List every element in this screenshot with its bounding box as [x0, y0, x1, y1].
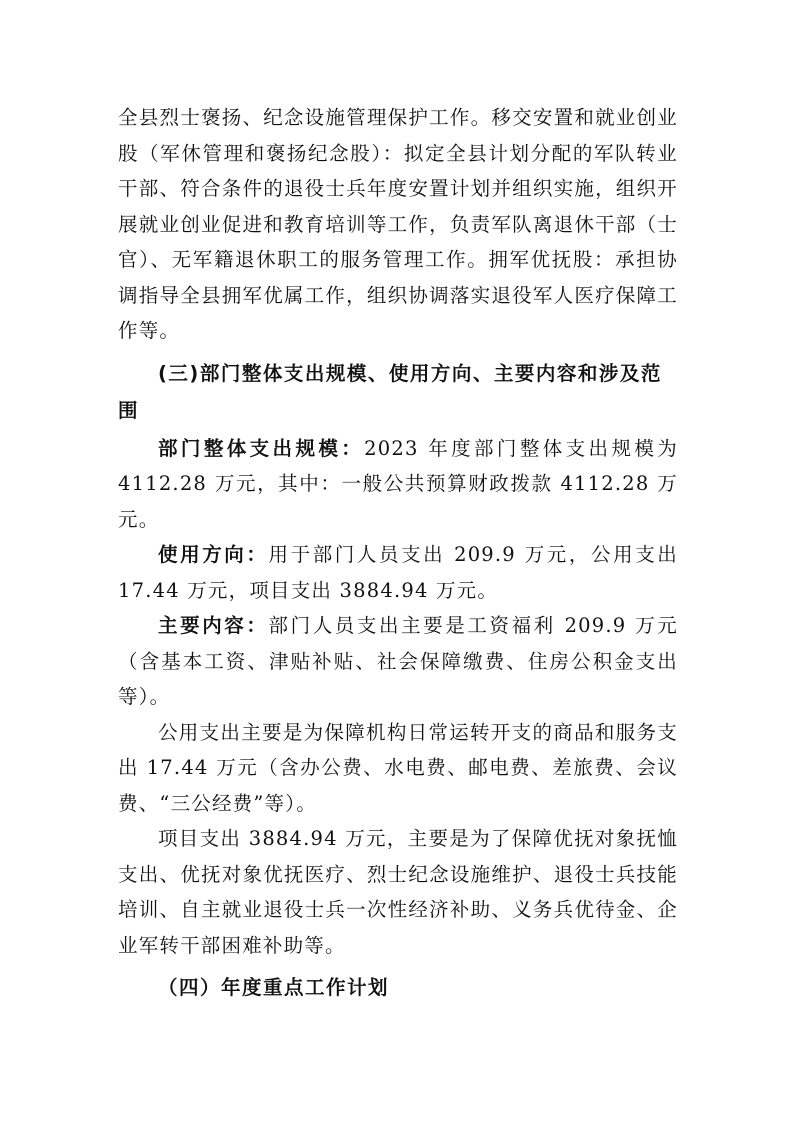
paragraph-duties: 全县烈士褒扬、纪念设施管理保护工作。移交安置和就业创业股（军休管理和褒扬纪念股）：拟定全县计划分配的军队转业干部、符合条件的退役士兵年度安置计划并组织实施，组织开展就业创业促进和教育培训等工作，负责军队离退休干部（士官）、无军籍退休职工的服务管理工作。拥军优抚股：承担协调指导全县拥军优属工作，组织协调落实退役军人医疗保障工作等。	[118, 106, 678, 342]
body-text	[118, 100, 678, 1006]
paragraph-project: 项目支出 3884.94 万元，主要是为了保障优抚对象抚恤支出、优抚对象优抚医疗、烈士纪念设施维护、退役士兵技能培训、自主就业退役士兵一次性经济补助、义务兵优待金、企业军转干部困难补助等。	[118, 827, 678, 957]
content-label: 主要内容：	[158, 614, 269, 637]
paragraph-use	[118, 537, 678, 608]
paragraph-content	[118, 608, 678, 715]
content-text: 部门人员支出主要是工资福利 209.9 万元（含基本工资、津贴补贴、社会保障缴费、住房公积金支出等）。	[118, 614, 678, 708]
paragraph-scale	[118, 431, 678, 538]
scale-text: 2023 年度部门整体支出规模为 4112.28 万元，其中：一般公共预算财政拨款 4112.28 万元。	[118, 436, 678, 531]
scale-label: 部门整体支出规模：	[158, 436, 365, 460]
use-text: 用于部门人员支出 209.9 万元，公用支出 17.44 万元，项目支出 3884.94 万元。	[118, 543, 678, 602]
use-label: 使用方向：	[158, 543, 269, 566]
section-heading-4: （四）年度重点工作计划	[158, 976, 390, 999]
section-heading-3: (三)部门整体支出规模、使用方向、主要内容和涉及范围	[118, 361, 662, 422]
paragraph-public: 公用支出主要是为保障机构日常运转开支的商品和服务支出 17.44 万元（含办公费、水电费、邮电费、差旅费、会议费、“三公经费”等）。	[118, 720, 678, 815]
